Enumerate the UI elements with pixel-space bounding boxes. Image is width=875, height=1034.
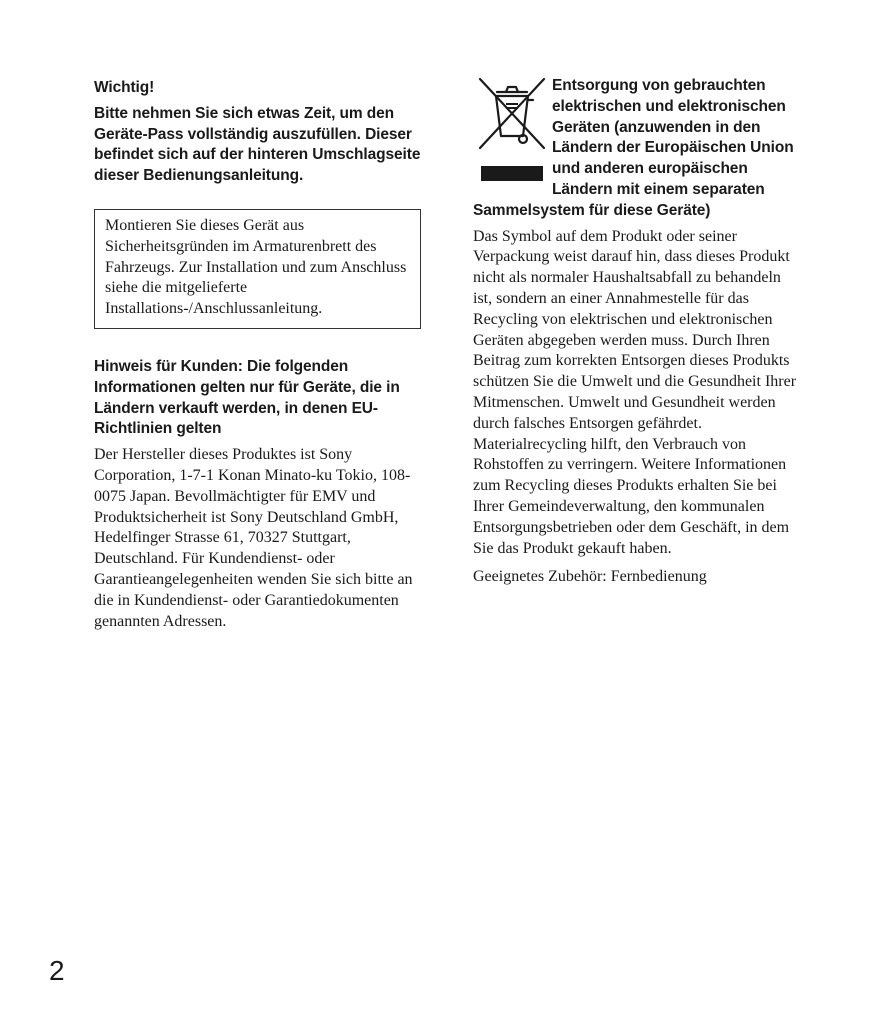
left-column (94, 76, 421, 632)
customer-notice-text: Der Hersteller dieses Produktes ist Sony Corporation, 1-7-1 Konan Minato-ku Tokio, 108-0075 Japan. Bevollmächtigter für EMV und Produktsicherheit ist Sony Deutschland GmbH, Hedelfinger Strasse 61, 70327 Stuttgart, Deutschland. Für Kundendienst- oder Garantieangelegenheiten wenden Sie sich bitte an die in Kundendienst- oder Garantiedokumenten genannten Adressen. (94, 446, 413, 630)
important-text: Bitte nehmen Sie sich etwas Zeit, um den Geräte-Pass vollständig auszufüllen. Dieser befindet sich auf der hinteren Umschlagseite dieser Bedienungsanleitung. (94, 104, 421, 185)
right-column (473, 76, 798, 588)
page-number: 2 (49, 955, 65, 986)
installation-notice-text: Montieren Sie dieses Gerät aus Sicherheitsgründen im Armaturenbrett des Fahrzeugs. Zur Installation und zum Anschluss siehe die mitgelieferte Installations-/Anschlussanleitung. (105, 216, 407, 318)
accessory-text: Geeignetes Zubehör: Fernbedienung (473, 568, 707, 586)
crossed-out-wheelie-bin-icon (477, 76, 547, 184)
disposal-text: Das Symbol auf dem Produkt oder seiner Verpackung weist darauf hin, dass dieses Produkt nicht als normaler Haushaltsabfall zu behandeln ist, sondern an einer Annahmestelle für das Recycling von elektrischen und elektronischen Geräten abgegeben werden muss. Durch Ihren Beitrag zum korrekten Entsorgen dieses Produkts schützen Sie die Umwelt und die Gesundheit Ihrer Mitmenschen. Umwelt und Gesundheit werden durch falsches Entsorgen gefährdet. Materialrecycling hilft, den Verbrauch von Rohstoffen zu verringern. Weitere Informationen zum Recycling dieses Produkts erhalten Sie bei Ihrer Gemeindeverwaltung, den kommunalen Entsorgungsbetrieben oder dem Geschäft, in dem Sie das Produkt gekauft haben. (473, 227, 797, 557)
disposal-heading-block (473, 76, 798, 222)
important-heading: Wichtig! (94, 79, 155, 96)
disposal-heading: Entsorgung von gebrauchten elektrischen und elektronischen Geräten (anzuwenden in den Ländern der Europäischen Union und anderen europäischen Ländern mit einem separaten Sammelsystem für diese Geräte) (473, 77, 794, 219)
customer-notice-heading: Hinweis für Kunden: Die folgenden Informationen gelten nur für Geräte, die in Ländern verkauft werden, in denen EU-Richtlinien gelten (94, 357, 400, 438)
installation-notice-box (94, 209, 421, 329)
